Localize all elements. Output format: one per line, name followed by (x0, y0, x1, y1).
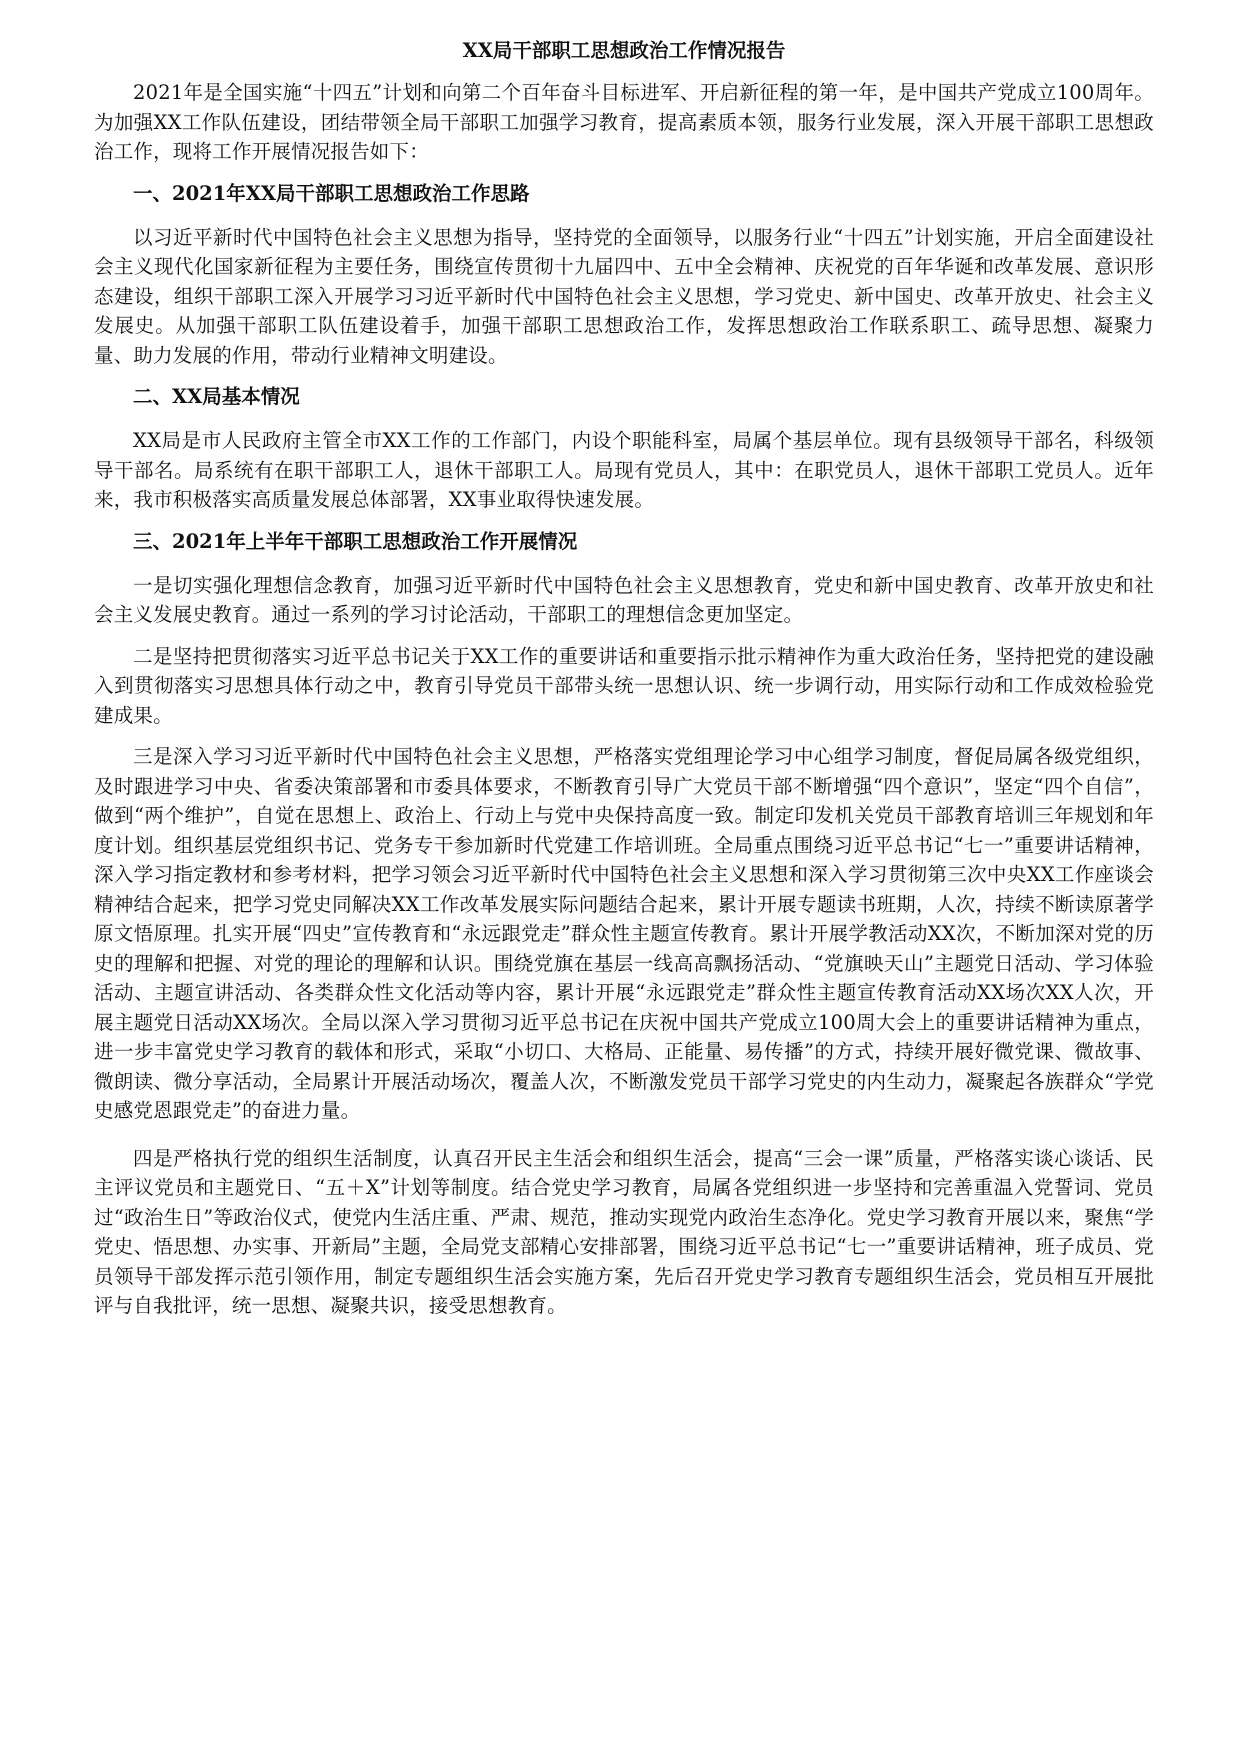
section-3-paragraph-2: 二是坚持把贯彻落实习近平总书记关于XX工作的重要讲话和重要指示批示精神作为重大政治任务，坚持把党的建设融入到贯彻落实习思想具体行动之中，教育引导党员干部带头统一思想认识、统一步调行动，用实际行动和工作成效检验党建成果。 (94, 644, 1154, 727)
section-2-heading: 二、XX局基本情况 (133, 385, 300, 408)
section-3-paragraph-4: 四是严格执行党的组织生活制度，认真召开民主生活会和组织生活会，提高“三会一课”质量，严格落实谈心谈话、民主评议党员和主题党日、“五＋X”计划等制度。结合党史学习教育，局属各党组织进一步坚持和完善重温入党誓词、党员过“政治生日”等政治仪式，使党内生活庄重、严肃、规范，推动实现党内政治生态净化。党史学习教育开展以来，聚焦“学党史、悟思想、办实事、开新局”主题，全局党支部精心安排部署，围绕习近平总书记“七一”重要讲话精神，班子成员、党员领导干部发挥示范引领作用，制定专题组织生活会实施方案，先后召开党史学习教育专题组织生活会，党员相互开展批评与自我批评，统一思想、凝聚共识，接受思想教育。 (94, 1146, 1154, 1317)
section-3-paragraph-1: 一是切实强化理想信念教育，加强习近平新时代中国特色社会主义思想教育，党史和新中国史教育、改革开放史和社会主义发展史教育。通过一系列的学习讨论活动，干部职工的理想信念更加坚定。 (94, 573, 1154, 626)
section-1-paragraph: 以习近平新时代中国特色社会主义思想为指导，坚持党的全面领导，以服务行业“十四五”计划实施，开启全面建设社会主义现代化国家新征程为主要任务，围绕宣传贯彻十九届四中、五中全会精神、庆祝党的百年华诞和改革发展、意识形态建设，组织干部职工深入开展学习习近平新时代中国特色社会主义思想，学习党史、新中国史、改革开放史、社会主义发展史。从加强干部职工队伍建设着手，加强干部职工思想政治工作，发挥思想政治工作联系职工、疏导思想、凝聚力量、助力发展的作用，带动行业精神文明建设。 (94, 225, 1154, 367)
section-2-paragraph: XX局是市人民政府主管全市XX工作的工作部门，内设个职能科室，局属个基层单位。现有县级领导干部名，科级领导干部名。局系统有在职干部职工人，退休干部职工人。局现有党员人，其中：在职党员人，退休干部职工党员人。近年来，我市积极落实高质量发展总体部署，XX事业取得快速发展。 (94, 429, 1154, 511)
document-page (94, 34, 1154, 1333)
section-1-heading: 一、2021年XX局干部职工思想政治工作思路 (133, 181, 530, 205)
intro-paragraph: 2021年是全国实施“十四五”计划和向第二个百年奋斗目标进军、开启新征程的第一年，是中国共产党成立100周年。为加强XX工作队伍建设，团结带领全局干部职工加强学习教育，提高素质本领，服务行业发展，深入开展干部职工思想政治工作，现将工作开展情况报告如下： (94, 81, 1154, 163)
document-title: XX局干部职工思想政治工作情况报告 (462, 39, 786, 62)
section-3-paragraph-3: 三是深入学习习近平新时代中国特色社会主义思想，严格落实党组理论学习中心组学习制度，督促局属各级党组织，及时跟进学习中央、省委决策部署和市委具体要求，不断教育引导广大党员干部不断增强“四个意识”，坚定“四个自信”，做到“两个维护”，自觉在思想上、政治上、行动上与党中央保持高度一致。制定印发机关党员干部教育培训三年规划和年度计划。组织基层党组织书记、党务专干参加新时代党建工作培训班。全局重点围绕习近平总书记“七一”重要讲话精神，深入学习指定教材和参考材料，把学习领会习近平新时代中国特色社会主义思想和深入学习贯彻第三次中央XX工作座谈会精神结合起来，把学习党史同解决XX工作改革发展实际问题结合起来，累计开展专题读书班期，人次，持续不断读原著学原文悟原理。扎实开展“四史”宣传教育和“永远跟党走”群众性主题宣传教育。累计开展学教活动XX次，不断加深对党的历史的理解和把握、对党的理论的理解和认识。围绕党旗在基层一线高高飘扬活动、“党旗映天山”主题党日活动、学习体验活动、主题宣讲活动、各类群众性文化活动等内容，累计开展“永远跟党走”群众性主题宣传教育活动XX场次XX人次，开展主题党日活动XX场次。全局以深入学习贯彻习近平总书记在庆祝中国共产党成立100周大会上的重要讲话精神为重点，进一步丰富党史学习教育的载体和形式，采取“小切口、大格局、正能量、易传播”的方式，持续开展好微党课、微故事、微朗读、微分享活动，全局累计开展活动场次，覆盖人次，不断激发党员干部学习党史的内生动力，凝聚起各族群众“学党史感党恩跟党走”的奋进力量。 (94, 745, 1154, 1122)
section-3-heading: 三、2021年上半年干部职工思想政治工作开展情况 (133, 529, 578, 553)
